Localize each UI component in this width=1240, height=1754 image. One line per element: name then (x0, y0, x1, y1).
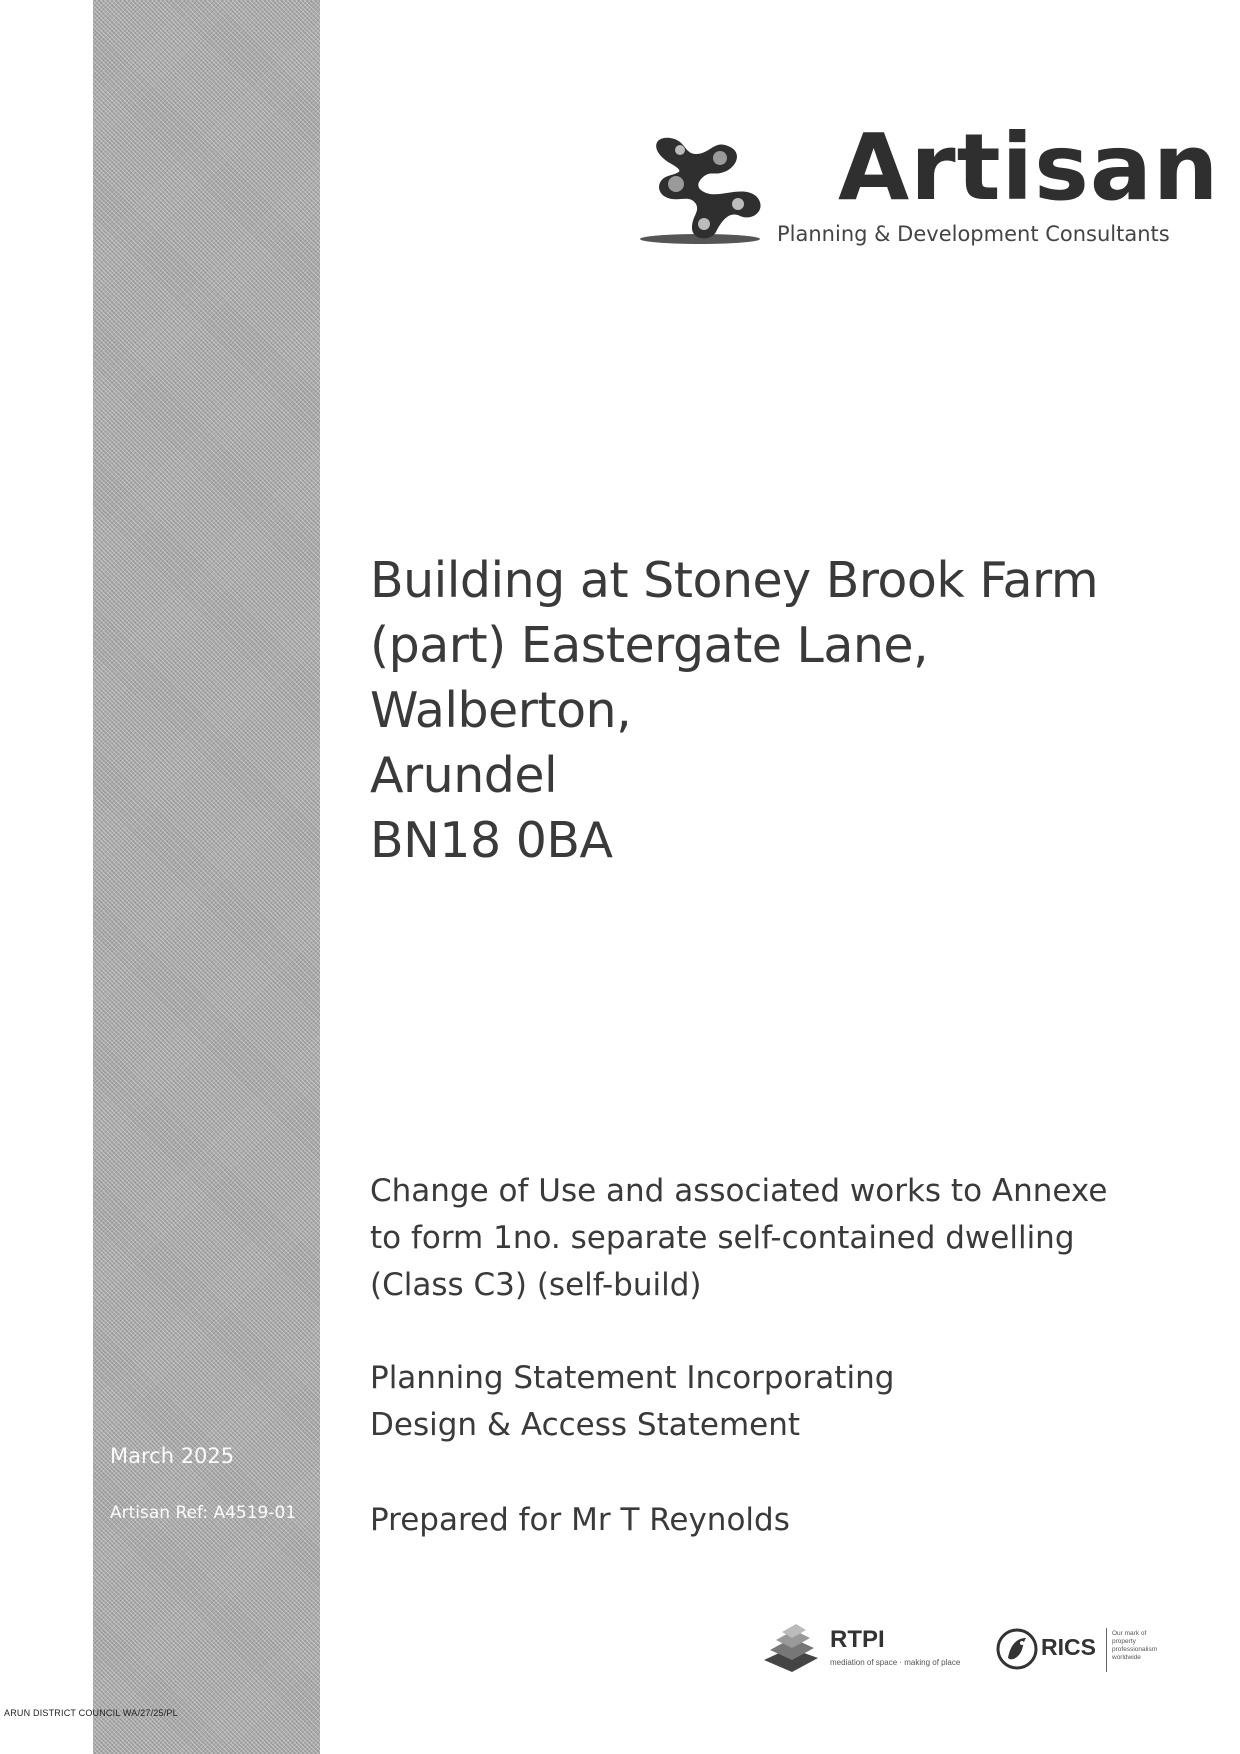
rics-name: RICS (1041, 1634, 1096, 1660)
document-date: March 2025 (110, 1444, 235, 1468)
logo-name: Artisan (838, 114, 1220, 221)
description-line: (Class C3) (self-build) (370, 1267, 702, 1303)
council-stamp: ARUN DISTRICT COUNCIL WA/27/25/PL (4, 1708, 178, 1718)
rtpi-logo (760, 1622, 970, 1678)
rics-logo (996, 1626, 1156, 1676)
artisan-logo-mark-icon (640, 132, 780, 250)
sidebar-band (93, 0, 320, 1754)
rics-divider (1106, 1628, 1107, 1672)
statement-line: Planning Statement Incorporating (370, 1360, 895, 1396)
artisan-reference: Artisan Ref: A4519-01 (110, 1503, 297, 1523)
address-line: BN18 0BA (370, 812, 613, 869)
site-address (370, 548, 1098, 873)
description-line: Change of Use and associated works to Annexe (370, 1173, 1108, 1209)
prepared-for: Prepared for Mr T Reynolds (370, 1502, 790, 1538)
artisan-logo (640, 114, 1220, 252)
rics-tagline: Our mark of property professionalism worldwide (1112, 1630, 1158, 1661)
rics-mark-icon (996, 1626, 1038, 1672)
address-line: (part) Eastergate Lane, (370, 617, 929, 674)
address-line: Walberton, (370, 682, 632, 739)
rtpi-name: RTPI (830, 1626, 885, 1653)
description-line: to form 1no. separate self-contained dwelling (370, 1220, 1075, 1256)
document-type (370, 1355, 894, 1449)
proposal-description (370, 1168, 1107, 1309)
address-line: Arundel (370, 747, 558, 804)
logo-tagline: Planning & Development Consultants (777, 222, 1170, 246)
address-line: Building at Stoney Brook Farm (370, 552, 1099, 609)
rtpi-tagline: mediation of space · making of place (830, 1658, 961, 1667)
statement-line: Design & Access Statement (370, 1407, 801, 1443)
rtpi-mark-icon (760, 1622, 822, 1678)
